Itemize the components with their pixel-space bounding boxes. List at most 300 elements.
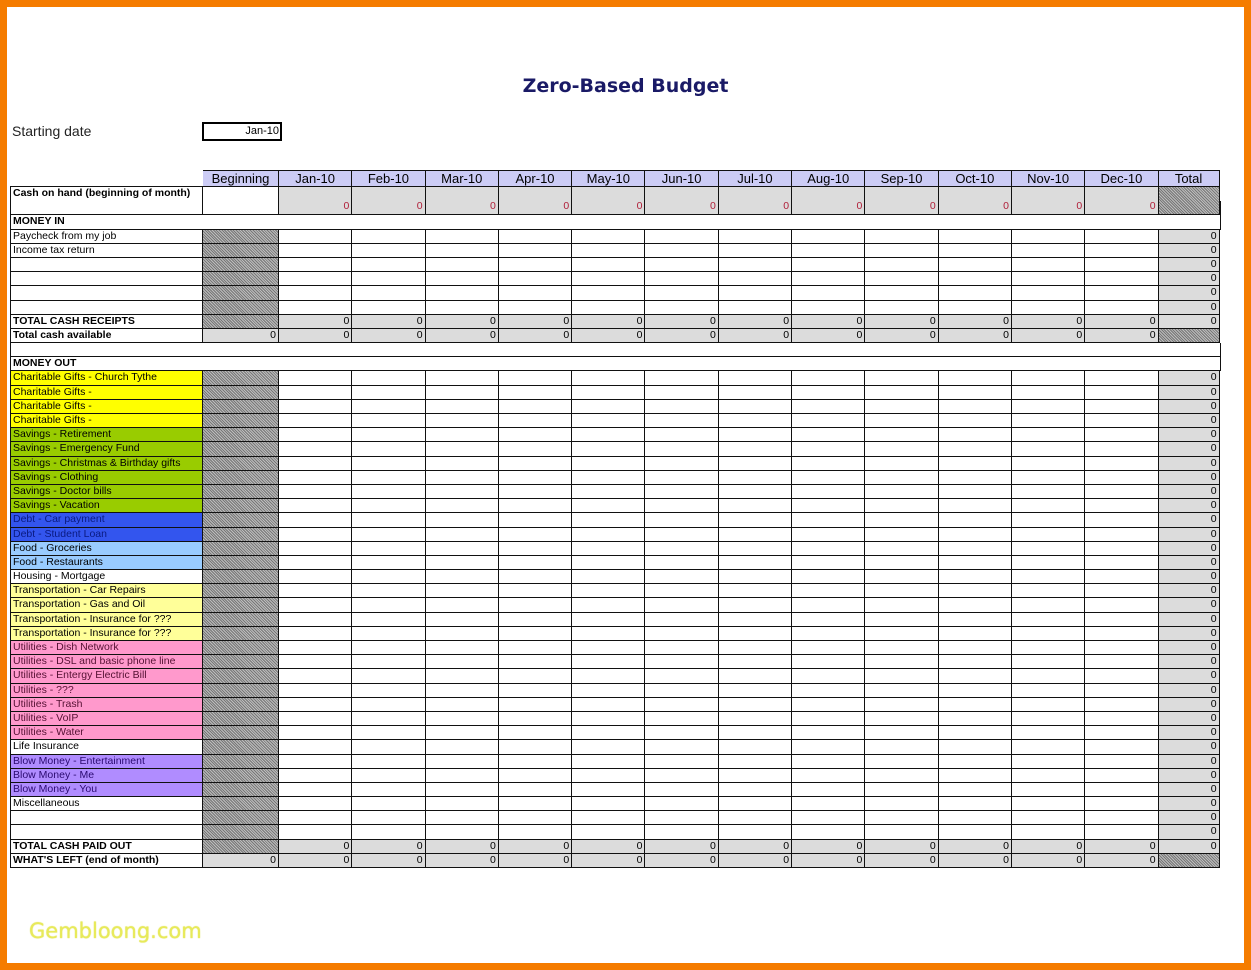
money-out-input[interactable] [572, 811, 645, 825]
money-in-input[interactable] [499, 301, 572, 315]
money-in-label[interactable] [10, 272, 203, 286]
money-out-input[interactable] [1012, 669, 1085, 683]
money-out-input[interactable] [939, 485, 1012, 499]
money-out-input[interactable] [1085, 627, 1158, 641]
money-out-input[interactable] [499, 442, 572, 456]
money-out-input[interactable] [1085, 556, 1158, 570]
money-out-input[interactable] [645, 371, 718, 385]
money-in-input[interactable] [499, 258, 572, 272]
money-out-input[interactable] [426, 613, 499, 627]
money-out-input[interactable] [1012, 783, 1085, 797]
money-out-input[interactable] [719, 485, 792, 499]
money-out-input[interactable] [279, 542, 352, 556]
money-out-input[interactable] [792, 513, 865, 527]
money-out-input[interactable] [939, 712, 1012, 726]
money-out-input[interactable] [865, 684, 938, 698]
money-out-input[interactable] [499, 669, 572, 683]
money-out-input[interactable] [499, 371, 572, 385]
money-out-input[interactable] [792, 471, 865, 485]
money-out-input[interactable] [279, 755, 352, 769]
money-out-label[interactable]: Transportation - Gas and Oil [10, 598, 203, 612]
money-out-input[interactable] [865, 797, 938, 811]
money-out-input[interactable] [352, 584, 425, 598]
money-out-input[interactable] [645, 755, 718, 769]
money-out-input[interactable] [792, 485, 865, 499]
money-out-input[interactable] [865, 712, 938, 726]
money-out-input[interactable] [352, 428, 425, 442]
money-in-input[interactable] [352, 286, 425, 300]
money-out-input[interactable] [645, 386, 718, 400]
money-out-input[interactable] [1085, 684, 1158, 698]
money-out-input[interactable] [1012, 797, 1085, 811]
money-out-input[interactable] [426, 471, 499, 485]
money-out-input[interactable] [792, 641, 865, 655]
money-out-input[interactable] [1012, 400, 1085, 414]
money-out-input[interactable] [279, 499, 352, 513]
money-out-input[interactable] [865, 825, 938, 839]
money-out-input[interactable] [572, 783, 645, 797]
money-in-input[interactable] [865, 301, 938, 315]
money-out-input[interactable] [499, 513, 572, 527]
money-out-input[interactable] [792, 584, 865, 598]
money-out-input[interactable] [645, 669, 718, 683]
money-out-input[interactable] [645, 684, 718, 698]
money-out-input[interactable] [279, 442, 352, 456]
money-out-input[interactable] [865, 442, 938, 456]
money-out-input[interactable] [279, 769, 352, 783]
money-out-input[interactable] [279, 485, 352, 499]
money-out-input[interactable] [426, 740, 499, 754]
money-in-input[interactable] [499, 286, 572, 300]
money-out-input[interactable] [792, 542, 865, 556]
money-out-input[interactable] [426, 485, 499, 499]
money-out-input[interactable] [499, 556, 572, 570]
money-out-label[interactable]: Savings - Doctor bills [10, 485, 203, 499]
money-out-input[interactable] [279, 570, 352, 584]
money-out-input[interactable] [572, 386, 645, 400]
money-out-input[interactable] [719, 613, 792, 627]
money-out-input[interactable] [939, 400, 1012, 414]
money-out-input[interactable] [939, 797, 1012, 811]
money-out-input[interactable] [426, 598, 499, 612]
money-out-input[interactable] [352, 542, 425, 556]
money-out-input[interactable] [792, 740, 865, 754]
money-out-input[interactable] [279, 641, 352, 655]
money-out-input[interactable] [939, 755, 1012, 769]
money-out-input[interactable] [645, 584, 718, 598]
money-out-input[interactable] [719, 598, 792, 612]
money-out-input[interactable] [1012, 769, 1085, 783]
money-out-input[interactable] [1085, 811, 1158, 825]
money-out-input[interactable] [939, 669, 1012, 683]
money-out-input[interactable] [352, 698, 425, 712]
money-out-input[interactable] [1012, 712, 1085, 726]
money-in-input[interactable] [426, 244, 499, 258]
money-out-label[interactable]: Charitable Gifts - [10, 414, 203, 428]
money-in-input[interactable] [352, 258, 425, 272]
money-out-input[interactable] [939, 627, 1012, 641]
money-out-input[interactable] [426, 428, 499, 442]
money-out-input[interactable] [499, 641, 572, 655]
money-in-input[interactable] [572, 230, 645, 244]
money-out-input[interactable] [499, 797, 572, 811]
money-out-input[interactable] [352, 712, 425, 726]
money-out-input[interactable] [1012, 726, 1085, 740]
money-out-input[interactable] [1012, 584, 1085, 598]
money-out-input[interactable] [1085, 400, 1158, 414]
money-out-input[interactable] [1012, 499, 1085, 513]
money-out-input[interactable] [719, 584, 792, 598]
money-out-label[interactable]: Blow Money - You [10, 783, 203, 797]
money-out-input[interactable] [645, 598, 718, 612]
money-out-label[interactable]: Savings - Christmas & Birthday gifts [10, 457, 203, 471]
money-out-input[interactable] [645, 485, 718, 499]
money-out-input[interactable] [645, 513, 718, 527]
money-in-input[interactable] [1085, 230, 1158, 244]
money-out-input[interactable] [279, 371, 352, 385]
money-out-input[interactable] [645, 414, 718, 428]
money-out-input[interactable] [939, 414, 1012, 428]
money-in-input[interactable] [1085, 272, 1158, 286]
money-out-input[interactable] [1012, 598, 1085, 612]
money-out-input[interactable] [792, 755, 865, 769]
money-in-input[interactable] [939, 286, 1012, 300]
money-out-input[interactable] [1085, 655, 1158, 669]
money-out-input[interactable] [792, 528, 865, 542]
money-in-input[interactable] [939, 244, 1012, 258]
money-out-input[interactable] [279, 400, 352, 414]
money-out-input[interactable] [352, 811, 425, 825]
money-out-label[interactable]: Utilities - Water [10, 726, 203, 740]
money-out-input[interactable] [426, 627, 499, 641]
money-out-input[interactable] [792, 386, 865, 400]
money-out-input[interactable] [426, 386, 499, 400]
money-in-input[interactable] [719, 244, 792, 258]
money-out-input[interactable] [1012, 811, 1085, 825]
money-out-input[interactable] [865, 542, 938, 556]
money-out-input[interactable] [499, 428, 572, 442]
money-out-input[interactable] [865, 726, 938, 740]
money-out-input[interactable] [572, 598, 645, 612]
money-out-input[interactable] [352, 740, 425, 754]
money-in-input[interactable] [939, 301, 1012, 315]
money-in-input[interactable] [352, 244, 425, 258]
money-out-input[interactable] [865, 783, 938, 797]
money-out-input[interactable] [1012, 485, 1085, 499]
money-out-input[interactable] [792, 613, 865, 627]
money-out-input[interactable] [352, 513, 425, 527]
money-out-input[interactable] [572, 740, 645, 754]
money-out-input[interactable] [939, 684, 1012, 698]
money-out-input[interactable] [279, 698, 352, 712]
money-out-input[interactable] [572, 797, 645, 811]
money-out-input[interactable] [792, 783, 865, 797]
money-out-label[interactable] [10, 825, 203, 839]
money-in-input[interactable] [499, 272, 572, 286]
money-out-input[interactable] [1012, 442, 1085, 456]
money-out-input[interactable] [645, 542, 718, 556]
money-out-input[interactable] [792, 655, 865, 669]
money-out-input[interactable] [1012, 825, 1085, 839]
money-out-input[interactable] [719, 769, 792, 783]
money-out-input[interactable] [572, 499, 645, 513]
money-out-input[interactable] [279, 811, 352, 825]
money-in-input[interactable] [279, 272, 352, 286]
money-out-input[interactable] [352, 528, 425, 542]
money-out-input[interactable] [865, 457, 938, 471]
money-out-input[interactable] [939, 371, 1012, 385]
money-in-input[interactable] [645, 244, 718, 258]
money-out-input[interactable] [939, 542, 1012, 556]
money-out-input[interactable] [719, 755, 792, 769]
money-out-input[interactable] [865, 471, 938, 485]
money-out-input[interactable] [499, 570, 572, 584]
money-out-input[interactable] [572, 428, 645, 442]
money-out-input[interactable] [645, 783, 718, 797]
money-out-input[interactable] [719, 570, 792, 584]
money-out-input[interactable] [1012, 755, 1085, 769]
money-out-input[interactable] [865, 613, 938, 627]
money-in-input[interactable] [1012, 258, 1085, 272]
money-out-input[interactable] [719, 641, 792, 655]
money-out-input[interactable] [719, 371, 792, 385]
money-out-input[interactable] [352, 414, 425, 428]
money-out-input[interactable] [499, 542, 572, 556]
money-out-input[interactable] [426, 371, 499, 385]
money-in-input[interactable] [572, 258, 645, 272]
money-out-input[interactable] [939, 513, 1012, 527]
money-out-input[interactable] [352, 655, 425, 669]
money-out-input[interactable] [1012, 542, 1085, 556]
money-out-input[interactable] [865, 513, 938, 527]
money-out-input[interactable] [572, 698, 645, 712]
money-out-input[interactable] [279, 598, 352, 612]
money-out-input[interactable] [719, 783, 792, 797]
money-out-input[interactable] [1085, 528, 1158, 542]
money-out-input[interactable] [499, 726, 572, 740]
money-in-input[interactable] [279, 258, 352, 272]
money-out-input[interactable] [865, 386, 938, 400]
money-out-input[interactable] [939, 641, 1012, 655]
money-out-input[interactable] [352, 684, 425, 698]
money-out-input[interactable] [352, 598, 425, 612]
money-out-input[interactable] [645, 428, 718, 442]
money-out-input[interactable] [572, 627, 645, 641]
money-out-input[interactable] [499, 769, 572, 783]
money-out-label[interactable]: Debt - Student Loan [10, 528, 203, 542]
money-out-input[interactable] [865, 755, 938, 769]
money-out-input[interactable] [572, 442, 645, 456]
money-in-input[interactable] [279, 286, 352, 300]
money-out-input[interactable] [865, 371, 938, 385]
money-in-input[interactable] [865, 244, 938, 258]
money-out-input[interactable] [279, 584, 352, 598]
money-out-input[interactable] [1012, 641, 1085, 655]
money-in-input[interactable] [865, 230, 938, 244]
money-out-input[interactable] [939, 428, 1012, 442]
money-out-input[interactable] [279, 457, 352, 471]
money-out-input[interactable] [719, 513, 792, 527]
money-out-input[interactable] [645, 613, 718, 627]
money-out-input[interactable] [572, 684, 645, 698]
money-out-input[interactable] [352, 400, 425, 414]
money-out-input[interactable] [1085, 712, 1158, 726]
money-out-label[interactable]: Utilities - Dish Network [10, 641, 203, 655]
money-in-input[interactable] [719, 286, 792, 300]
money-out-input[interactable] [792, 684, 865, 698]
money-out-input[interactable] [352, 485, 425, 499]
money-in-input[interactable] [1012, 244, 1085, 258]
money-out-input[interactable] [792, 811, 865, 825]
money-out-input[interactable] [352, 783, 425, 797]
money-out-input[interactable] [719, 556, 792, 570]
money-out-input[interactable] [1085, 513, 1158, 527]
money-out-input[interactable] [279, 428, 352, 442]
money-out-label[interactable]: Savings - Emergency Fund [10, 442, 203, 456]
money-in-input[interactable] [426, 272, 499, 286]
money-out-input[interactable] [939, 825, 1012, 839]
money-out-input[interactable] [572, 825, 645, 839]
money-in-input[interactable] [865, 258, 938, 272]
money-in-input[interactable] [572, 272, 645, 286]
money-out-input[interactable] [1012, 386, 1085, 400]
money-out-input[interactable] [1085, 698, 1158, 712]
money-out-input[interactable] [426, 655, 499, 669]
money-out-input[interactable] [792, 698, 865, 712]
money-out-input[interactable] [865, 485, 938, 499]
money-in-input[interactable] [352, 230, 425, 244]
money-out-input[interactable] [352, 371, 425, 385]
money-out-input[interactable] [645, 655, 718, 669]
money-out-label[interactable] [10, 811, 203, 825]
money-out-input[interactable] [279, 712, 352, 726]
money-out-input[interactable] [426, 556, 499, 570]
money-out-input[interactable] [352, 499, 425, 513]
money-out-label[interactable]: Debt - Car payment [10, 513, 203, 527]
money-out-input[interactable] [572, 570, 645, 584]
money-out-input[interactable] [719, 669, 792, 683]
money-out-input[interactable] [499, 825, 572, 839]
money-out-input[interactable] [645, 400, 718, 414]
money-out-input[interactable] [499, 414, 572, 428]
money-in-label[interactable]: Paycheck from my job [10, 230, 203, 244]
money-out-input[interactable] [865, 698, 938, 712]
money-out-input[interactable] [792, 627, 865, 641]
money-out-input[interactable] [279, 528, 352, 542]
money-out-input[interactable] [865, 428, 938, 442]
money-out-input[interactable] [939, 740, 1012, 754]
money-out-input[interactable] [719, 627, 792, 641]
money-out-label[interactable]: Savings - Clothing [10, 471, 203, 485]
money-out-input[interactable] [426, 400, 499, 414]
money-out-input[interactable] [352, 769, 425, 783]
money-out-label[interactable]: Savings - Vacation [10, 499, 203, 513]
money-out-input[interactable] [499, 584, 572, 598]
money-out-input[interactable] [279, 471, 352, 485]
money-out-input[interactable] [645, 740, 718, 754]
money-in-input[interactable] [865, 272, 938, 286]
money-out-label[interactable]: Utilities - DSL and basic phone line [10, 655, 203, 669]
money-out-input[interactable] [572, 471, 645, 485]
money-in-input[interactable] [645, 272, 718, 286]
money-out-input[interactable] [279, 797, 352, 811]
money-out-input[interactable] [499, 528, 572, 542]
money-out-label[interactable]: Transportation - Car Repairs [10, 584, 203, 598]
money-out-input[interactable] [1012, 613, 1085, 627]
money-out-input[interactable] [792, 769, 865, 783]
money-out-input[interactable] [352, 442, 425, 456]
money-out-input[interactable] [572, 641, 645, 655]
money-out-label[interactable]: Charitable Gifts - Church Tythe [10, 371, 203, 385]
money-out-input[interactable] [719, 457, 792, 471]
money-out-label[interactable]: Housing - Mortgage [10, 570, 203, 584]
money-out-input[interactable] [1085, 726, 1158, 740]
money-out-input[interactable] [499, 712, 572, 726]
money-in-input[interactable] [939, 272, 1012, 286]
money-out-input[interactable] [1085, 641, 1158, 655]
money-out-input[interactable] [426, 698, 499, 712]
money-out-input[interactable] [1012, 513, 1085, 527]
money-out-input[interactable] [1085, 386, 1158, 400]
money-out-label[interactable]: Utilities - ??? [10, 684, 203, 698]
money-out-input[interactable] [1085, 598, 1158, 612]
money-in-input[interactable] [572, 244, 645, 258]
money-out-label[interactable]: Charitable Gifts - [10, 386, 203, 400]
money-out-input[interactable] [1012, 740, 1085, 754]
money-out-input[interactable] [1012, 684, 1085, 698]
money-out-input[interactable] [865, 655, 938, 669]
money-in-input[interactable] [426, 230, 499, 244]
money-out-label[interactable]: Utilities - Trash [10, 698, 203, 712]
money-out-input[interactable] [865, 811, 938, 825]
money-out-input[interactable] [1085, 428, 1158, 442]
money-out-input[interactable] [572, 414, 645, 428]
money-in-input[interactable] [792, 230, 865, 244]
money-in-label[interactable] [10, 286, 203, 300]
money-out-input[interactable] [352, 797, 425, 811]
money-out-input[interactable] [719, 655, 792, 669]
money-out-input[interactable] [719, 414, 792, 428]
money-out-input[interactable] [1085, 797, 1158, 811]
money-out-input[interactable] [572, 613, 645, 627]
money-out-input[interactable] [499, 783, 572, 797]
money-in-input[interactable] [1085, 258, 1158, 272]
money-out-input[interactable] [426, 712, 499, 726]
money-out-input[interactable] [1085, 584, 1158, 598]
money-out-input[interactable] [572, 513, 645, 527]
money-out-input[interactable] [1085, 499, 1158, 513]
money-out-input[interactable] [645, 499, 718, 513]
money-out-input[interactable] [279, 684, 352, 698]
money-out-input[interactable] [939, 499, 1012, 513]
money-out-input[interactable] [865, 584, 938, 598]
money-out-input[interactable] [865, 740, 938, 754]
money-out-input[interactable] [865, 499, 938, 513]
money-out-input[interactable] [865, 627, 938, 641]
money-out-input[interactable] [1012, 556, 1085, 570]
money-out-input[interactable] [426, 769, 499, 783]
money-out-input[interactable] [1012, 570, 1085, 584]
money-out-input[interactable] [719, 542, 792, 556]
money-out-input[interactable] [719, 471, 792, 485]
money-out-input[interactable] [499, 655, 572, 669]
money-in-input[interactable] [1085, 286, 1158, 300]
money-out-input[interactable] [792, 556, 865, 570]
money-out-input[interactable] [572, 371, 645, 385]
money-out-input[interactable] [792, 400, 865, 414]
money-out-input[interactable] [939, 769, 1012, 783]
money-out-input[interactable] [1085, 769, 1158, 783]
